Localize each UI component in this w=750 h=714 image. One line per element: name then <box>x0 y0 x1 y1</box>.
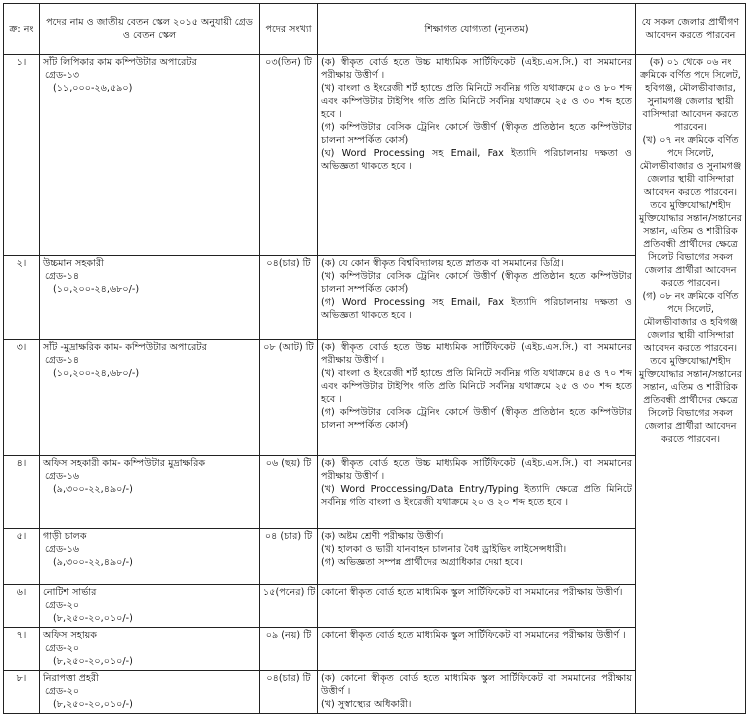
qualification-item: (খ) বাংলা ও ইংরেজী শর্ট হ্যান্ডে প্রতি মিনিটে সর্বনিম্ন গতি যথাক্রমে ৪৫ ও ৭০ শব্দ এবং কম্পিউটার টাইপিং গতি প্রতি মিনিটে সর্বনিম্ন যথাক্রমে ২৫ ও ৩০ শব্দ হতে হবে । <box>321 368 632 405</box>
table-row <box>4 340 746 456</box>
qualification-cell <box>318 529 636 585</box>
post-name-cell <box>40 340 260 456</box>
districts-cell <box>636 55 746 714</box>
table-row <box>4 256 746 340</box>
post-scale: (১১,০০০-২৬,৫৯০) <box>53 83 133 94</box>
post-grade: গ্রেড-১৪ <box>45 355 80 366</box>
table-row <box>4 585 746 628</box>
qualification-cell <box>318 628 636 671</box>
post-grade: গ্রেড-২০ <box>45 600 80 611</box>
qualification-cell <box>318 55 636 256</box>
post-count: ১৫(পনের) টি <box>260 585 318 628</box>
qualification-item: কোনো স্বীকৃত বোর্ড হতে মাধ্যমিক স্কুল সার্টিফিকেট বা সমমানের পরীক্ষায় উত্তীর্ণ । <box>321 630 626 641</box>
post-scale: (৮,২৫০-২০,০১০/-) <box>53 656 133 667</box>
qualification-item: (ক) কোনো স্বীকৃত বোর্ড হতে মাধ্যমিক স্কুল সার্টিফিকেট বা সমমানের পরীক্ষায় উত্তীর্ণ । <box>321 673 632 697</box>
qualification-item: (ক) স্বীকৃত বোর্ড হতে উচ্চ মাধ্যমিক সার্টিফিকেট (এইচ.এস.সি.) বা সমমানের পরীক্ষায় উত্তীর্ণ । <box>321 342 632 366</box>
post-name-cell <box>40 55 260 256</box>
post-name-cell <box>40 585 260 628</box>
post-name: নিরাপত্তা প্রহরী <box>43 673 99 684</box>
row-serial: ৩। <box>4 340 40 456</box>
post-grade: গ্রেড-২০ <box>45 643 80 654</box>
qualification-cell <box>318 340 636 456</box>
post-scale: (৮,২৫০-২০,০১০/-) <box>53 613 133 624</box>
row-serial: ৭। <box>4 628 40 671</box>
post-count: ০৩(তিন) টি <box>260 55 318 256</box>
post-count: ০৬ (ছয়) টি <box>260 456 318 529</box>
post-name: গাড়ী চালক <box>43 531 87 542</box>
qualification-item: (গ) Word Processing সহ Email, Fax ইত্যাদি পরিচালনায় দক্ষতা ও অভিজ্ঞতা থাকতে হবে । <box>321 297 632 321</box>
post-grade: গ্রেড-১৬ <box>45 544 80 555</box>
district-rule: (ক) ০১ থেকে ০৬ নং ক্রমিকে বর্ণিত পদে সিলেট, হবিগঞ্জ, মৌলভীবাজার, সুনামগঞ্জ জেলার স্থায়ী বাসিন্দারা আবেদন করতে পারবেন। <box>640 57 741 133</box>
qualification-item: (গ) কম্পিউটার বেসিক ট্রেনিং কোর্সে উত্তীর্ণ (স্বীকৃত প্রতিষ্ঠান হতে কম্পিউটার চালনা সম্পর্কিত কোর্স) <box>321 122 632 146</box>
post-grade: গ্রেড-১৬ <box>45 471 80 482</box>
post-grade: গ্রেড-২০ <box>45 686 80 697</box>
post-scale: (৮,২৫০-২০,০১০/-) <box>53 699 133 710</box>
header-serial: ক্র: নং <box>4 4 40 55</box>
post-count: ০৯ (নয়) টি <box>260 628 318 671</box>
post-count: ০৮ (আট) টি <box>260 340 318 456</box>
row-serial: ৪। <box>4 456 40 529</box>
qualification-item: (ক) যে কোন স্বীকৃত বিশ্ববিদ্যালয় হতে স্নাতক বা সমমানের ডিগ্রি। <box>321 258 564 269</box>
table-row <box>4 628 746 671</box>
qualification-item: (ক) স্বীকৃত বোর্ড হতে উচ্চ মাধ্যমিক সার্টিফিকেট (এইচ.এস.সি.) বা সমমানের পরীক্ষায় উত্তীর্ণ । <box>321 57 632 81</box>
header-districts: যে সকল জেলার প্রার্থীগণ আবেদন করতে পারবেন <box>636 4 746 55</box>
post-scale: (১০,২০০-২৪,৬৮০/-) <box>53 284 140 295</box>
district-rule: (খ) ০৭ নং ক্রমিকে বর্ণিত পদে সিলেট, মৌলভীবাজার ও সুনামগঞ্জ জেলার স্থায়ী বাসিন্দারা আবেদন করতে পারবেন। তবে মুক্তিযোদ্ধা/শহীদ মুক্তিযোদ্ধার সন্তান/সন্তানের সন্তান, এতিম ও শারীরিক প্রতিবন্ধী প্রার্থীদের ক্ষেত্রে সিলেট বিভাগের সকল জেলার প্রার্থীরা আবেদন করতে পারবেন। <box>639 135 742 289</box>
post-grade: গ্রেড-১৪ <box>45 271 80 282</box>
row-serial: ২। <box>4 256 40 340</box>
table-row <box>4 456 746 529</box>
post-name: অফিস সহকারী কাম- কম্পিউটার মুদ্রাক্ষরিক <box>43 458 206 469</box>
qualification-item: (গ) অভিজ্ঞতা সম্পন্ন প্রার্থীদের অগ্রাধিকার দেয়া হবে। <box>321 557 523 568</box>
post-scale: (৯,৩০০-২২,৪৯০/-) <box>53 484 133 495</box>
qualification-item: (খ) সুস্বাস্থ্যের অধিকারী। <box>321 699 412 710</box>
qualification-item: (গ) কম্পিউটার বেসিক ট্রেনিং কোর্সে উত্তীর্ণ (স্বীকৃত প্রতিষ্ঠান হতে কম্পিউটার চালনা সম্পর্কিত কোর্স) <box>321 407 632 431</box>
qualification-item: (ঘ) Word Processing সহ Email, Fax ইত্যাদি পরিচালনায় দক্ষতা ও অভিজ্ঞতা থাকতে হবে । <box>321 148 632 172</box>
row-serial: ৫। <box>4 529 40 585</box>
qualification-cell <box>318 456 636 529</box>
qualification-item: (খ) বাংলা ও ইংরেজী শর্ট হ্যান্ডে প্রতি মিনিটে সর্বনিম্ন গতি যথাক্রমে ৫০ ও ৮০ শব্দ এবং কম্পিউটার টাইপিং গতি প্রতি মিনিটে সর্বনিম্ন যথাক্রমে ২৫ ও ৩০ শব্দ হতে হবে । <box>321 83 632 120</box>
qualification-item: (খ) কম্পিউটার বেসিক ট্রেনিং কোর্সে উত্তীর্ণ (স্বীকৃত প্রতিষ্ঠান হতে কম্পিউটার চালনা সম্পর্কিত কোর্স) <box>321 271 632 295</box>
header-count: পদের সংখ্যা <box>260 4 318 55</box>
post-name: সাঁট লিপিকার কাম কম্পিউটার অপারেটর <box>43 57 197 68</box>
qualification-cell <box>318 671 636 714</box>
post-name-cell <box>40 628 260 671</box>
qualification-cell <box>318 256 636 340</box>
qualification-cell <box>318 585 636 628</box>
qualification-item: (ক) স্বীকৃত বোর্ড হতে উচ্চ মাধ্যমিক সার্টিফিকেট (এইচ.এস.সি.) বা সমমানের পরীক্ষায় উত্তীর্ণ । <box>321 458 632 482</box>
post-name-cell <box>40 456 260 529</box>
qualification-item: (খ) Word Proccessing/Data Entry/Typing ইত্যাদি ক্ষেত্রে প্রতি মিনিটে সর্বনিম্ন গতি বাংলা ও ইংরেজী যথাক্রমে ২০ ও ২০ শব্দ হতে হবে । <box>321 484 632 508</box>
header-qualification: শিক্ষাগত যোগ্যতা (ন্যূনতম) <box>318 4 636 55</box>
post-name-cell <box>40 671 260 714</box>
header-post: পদের নাম ও জাতীয় বেতন স্কেল ২০১৫ অনুযায়ী গ্রেড ও বেতন স্কেল <box>40 4 260 55</box>
post-name-cell <box>40 256 260 340</box>
table-row <box>4 671 746 714</box>
qualification-item: (ক) অষ্টম শ্রেণী পরীক্ষায় উত্তীর্ণ। <box>321 531 444 542</box>
row-serial: ৬। <box>4 585 40 628</box>
table-row <box>4 529 746 585</box>
post-name-cell <box>40 529 260 585</box>
post-count: ০৪(চার) টি <box>260 256 318 340</box>
table-row <box>4 55 746 256</box>
qualification-item: কোনো স্বীকৃত বোর্ড হতে মাধ্যমিক স্কুল সার্টিফিকেট বা সমমানের পরীক্ষায় উত্তীর্ণ। <box>321 587 623 598</box>
post-name: উচ্চমান সহকারী <box>43 258 104 269</box>
post-name: সাঁট -মুদ্রাক্ষরিক কাম- কম্পিউটার অপারেটর <box>43 342 207 353</box>
post-scale: (১০,২০০-২৪,৬৮০/-) <box>53 368 140 379</box>
row-serial: ৮। <box>4 671 40 714</box>
qualification-item: (খ) হালকা ও ভারী যানবাহন চালনার বৈধ ড্রাইভিং লাইসেন্সধারী। <box>321 544 567 555</box>
post-name: নোটিশ সার্ভার <box>43 587 97 598</box>
row-serial: ১। <box>4 55 40 256</box>
post-name: অফিস সহায়ক <box>43 630 97 641</box>
header-row <box>4 4 746 55</box>
post-count: ০৪(চার) টি <box>260 671 318 714</box>
district-rule: (গ) ০৮ নং ক্রমিকে বর্ণিত পদে সিলেট, মৌলভীবাজার ও হবিগঞ্জ জেলার স্থায়ী বাসিন্দারা আবেদন করতে পারবেন। তবে মুক্তিযোদ্ধা/শহীদ মুক্তিযোদ্ধার সন্তান/সন্তানের সন্তান, এতিম ও শারীরিক প্রতিবন্ধী প্রার্থীদের ক্ষেত্রে সিলেট বিভাগের সকল জেলার প্রার্থীরা আবেদন করতে পারবেন। <box>639 291 742 445</box>
post-count: ০৪ (চার) টি <box>260 529 318 585</box>
post-grade: গ্রেড-১৩ <box>45 70 80 81</box>
post-scale: (৯,৩০০-২২,৪৯০/-) <box>53 557 133 568</box>
posts-table <box>3 3 746 714</box>
